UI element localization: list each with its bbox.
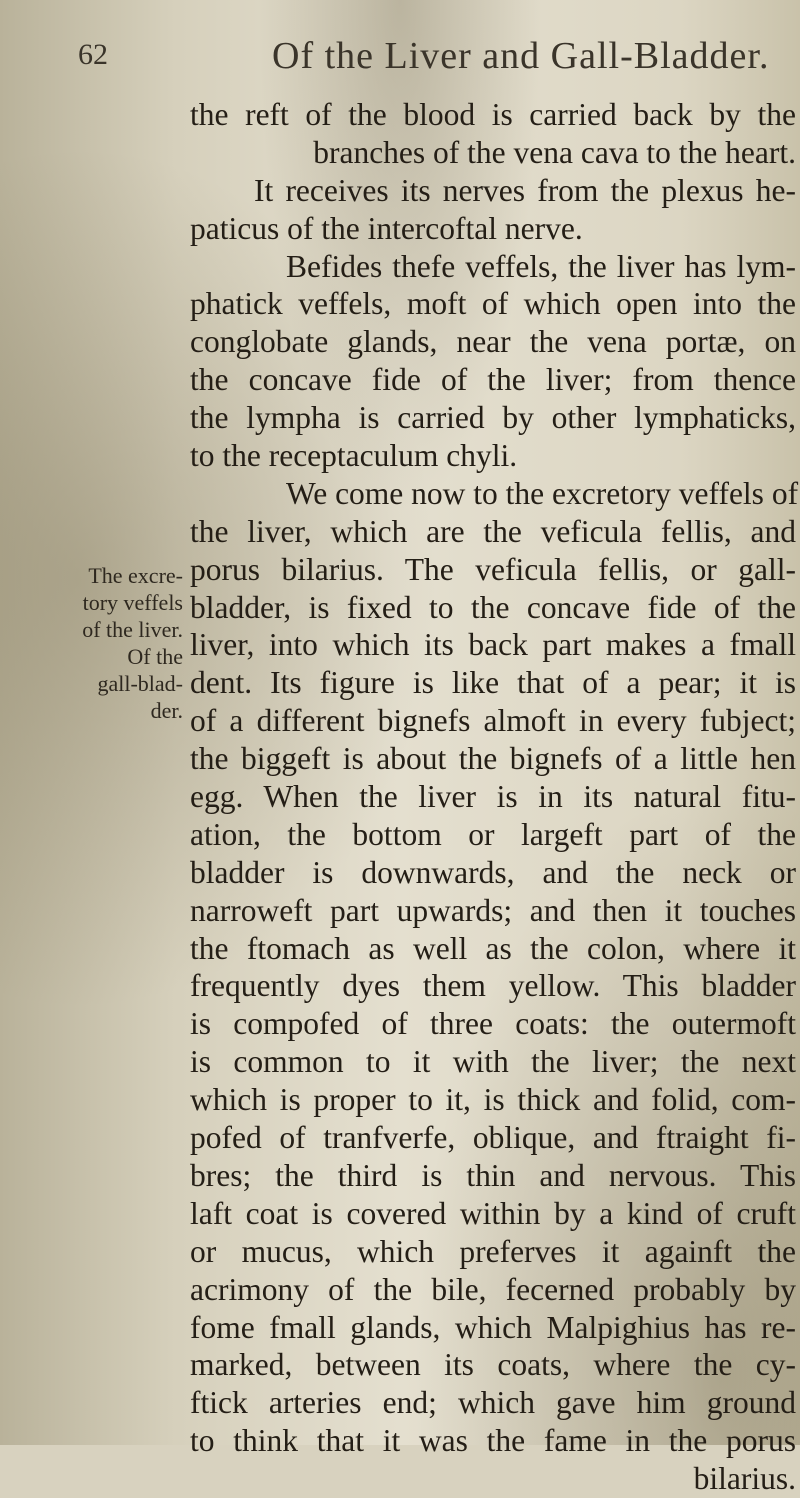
text-line: liver, into which its back part makes a fmall	[190, 627, 796, 663]
text-line: acrimony of the bile, fecerned probably by	[190, 1271, 796, 1307]
text-line: to think that it was the fame in the porus	[190, 1423, 796, 1459]
margin-note-line: gall-blad-	[97, 671, 183, 696]
text-line: bladder, is fixed to the concave fide of the	[190, 589, 796, 625]
text-line: the ftomach as well as the colon, where it	[190, 930, 796, 966]
text-line: bres; the third is thin and nervous. This	[190, 1157, 796, 1193]
text-line: It receives its nerves from the plexus he-	[254, 172, 796, 208]
text-line: ation, the bottom or largeft part of the	[190, 816, 796, 852]
text-line: ftick arteries end; which gave him ground	[190, 1385, 796, 1421]
text-line: bladder is downwards, and the neck or	[190, 854, 796, 890]
margin-note-line: Of the	[127, 644, 183, 669]
body-text	[190, 96, 799, 1498]
text-line: We come now to the excretory veffels of	[286, 475, 799, 511]
text-line: the biggeft is about the bignefs of a little hen	[190, 741, 796, 777]
text-line: narroweft part upwards; and then it touches	[190, 892, 796, 928]
text-line: Befides thefe veffels, the liver has lym-	[286, 248, 796, 284]
text-line: the lympha is carried by other lymphaticks,	[190, 400, 796, 436]
text-line: is common to it with the liver; the next	[190, 1044, 796, 1080]
text-line: or mucus, which preferves it againft the	[190, 1233, 796, 1269]
text-line: is compofed of three coats: the outermoft	[190, 1006, 796, 1042]
text-line: fome fmall glands, which Malpighius has re-	[190, 1309, 796, 1345]
text-line: conglobate glands, near the vena portæ, on	[190, 324, 796, 360]
text-line: which is proper to it, is thick and folid, com-	[190, 1082, 796, 1118]
margin-note	[28, 562, 183, 724]
text-line: branches of the vena cava to the heart.	[313, 134, 796, 170]
text-line: pofed of tranfverfe, oblique, and ftraight fi-	[190, 1120, 796, 1156]
text-line: bilarius.	[693, 1461, 796, 1497]
text-line: the reft of the blood is carried back by the	[190, 97, 796, 132]
margin-note-line: The excre-	[88, 563, 183, 588]
running-head: Of the Liver and Gall-Bladder.	[272, 35, 770, 77]
page-number: 62	[78, 38, 108, 71]
text-line: to the receptaculum chyli.	[190, 438, 518, 474]
margin-note-line: tory veffels	[82, 590, 183, 615]
text-line: marked, between its coats, where the cy-	[190, 1347, 796, 1383]
text-line: paticus of the intercoftal nerve.	[190, 210, 583, 246]
margin-note-line: der.	[150, 698, 183, 723]
text-line: frequently dyes them yellow. This bladder	[190, 968, 796, 1004]
text-line: the concave fide of the liver; from thence	[190, 362, 796, 398]
page-header	[0, 30, 800, 86]
margin-note-line: of the liver.	[82, 617, 183, 642]
text-line: dent. Its figure is like that of a pear; it is	[190, 665, 796, 701]
text-line: of a different bignefs almoft in every fubject;	[190, 703, 796, 739]
text-line: porus bilarius. The veficula fellis, or gall-	[190, 551, 796, 587]
text-line: phatick veffels, moft of which open into the	[190, 286, 796, 322]
text-line: the liver, which are the veficula fellis, and	[190, 513, 796, 549]
text-line: egg. When the liver is in its natural fitu-	[190, 779, 796, 815]
text-line: laft coat is covered within by a kind of cruft	[190, 1195, 796, 1231]
